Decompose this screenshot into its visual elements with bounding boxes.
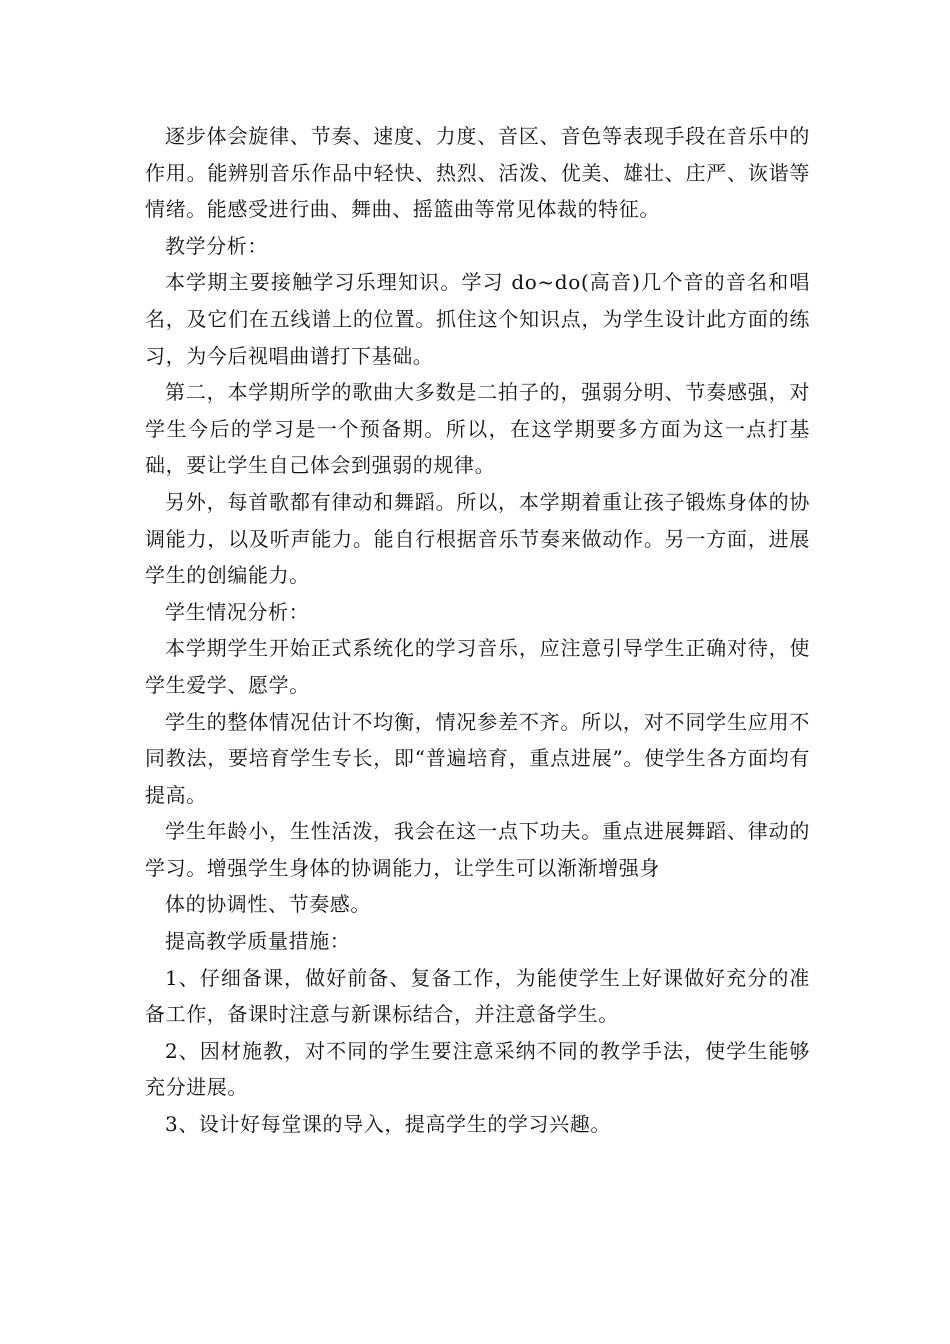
list-item-2: 2、因材施教，对不同的学生要注意采纳不同的教学手法，使学生能够充分进展。: [145, 1038, 810, 1100]
paragraph-coordination: 体的协调性、节奏感。: [165, 892, 371, 917]
list-item-1: 1、仔细备课，做好前备、复备工作，为能使学生上好课做好充分的准备工作，备课时注意与新课标结合，并注意备学生。: [145, 965, 810, 1027]
paragraph-student-lively: 学生年龄小，生性活泼，我会在这一点下功夫。重点进展舞蹈、律动的学习。增强学生身体的协调能力，让学生可以渐渐增强身: [145, 819, 810, 880]
paragraph-melody-goals: 逐步体会旋律、节奏、速度、力度、音区、音色等表现手段在音乐中的作用。能辨别音乐作品中轻快、热烈、活泼、优美、雄壮、庄严、诙谐等情绪。能感受进行曲、舞曲、摇篮曲等常见体裁的特征。: [145, 124, 810, 222]
heading-quality-measures: 提高教学质量措施：: [165, 929, 351, 954]
paragraph-student-start: 本学期学生开始正式系统化的学习音乐，应注意引导学生正确对待，使学生爱学、愿学。: [145, 636, 810, 697]
paragraph-dance-rhythm: 另外，每首歌都有律动和舞蹈。所以，本学期着重让孩子锻炼身体的协调能力，以及听声能力。能自行根据音乐节奏来做动作。另一方面，进展学生的创编能力。: [145, 489, 810, 588]
heading-student-analysis: 学生情况分析：: [165, 599, 310, 624]
list-item-3: 3、设计好每堂课的导入，提高学生的学习兴趣。: [165, 1112, 611, 1137]
paragraph-second-point: 第二，本学期所学的歌曲大多数是二拍子的，强弱分明、节奏感强，对学生今后的学习是一个预备期。所以，在这学期要多方面为这一点打基础，要让学生自己体会到强弱的规律。: [145, 380, 810, 478]
paragraph-music-theory: 本学期主要接触学习乐理知识。学习 do~do(高音)几个音的音名和唱名，及它们在五线谱上的位置。抓住这个知识点，为学生设计此方面的练习，为今后视唱曲谱打下基础。: [145, 270, 810, 368]
document-body: [145, 118, 810, 1143]
paragraph-student-uneven: 学生的整体情况估计不均衡，情况参差不齐。所以，对不同学生应用不同教法，要培育学生专长，即“普遍培育，重点进展”。使学生各方面均有提高。: [145, 709, 810, 807]
heading-teaching-analysis: 教学分析：: [165, 233, 268, 258]
